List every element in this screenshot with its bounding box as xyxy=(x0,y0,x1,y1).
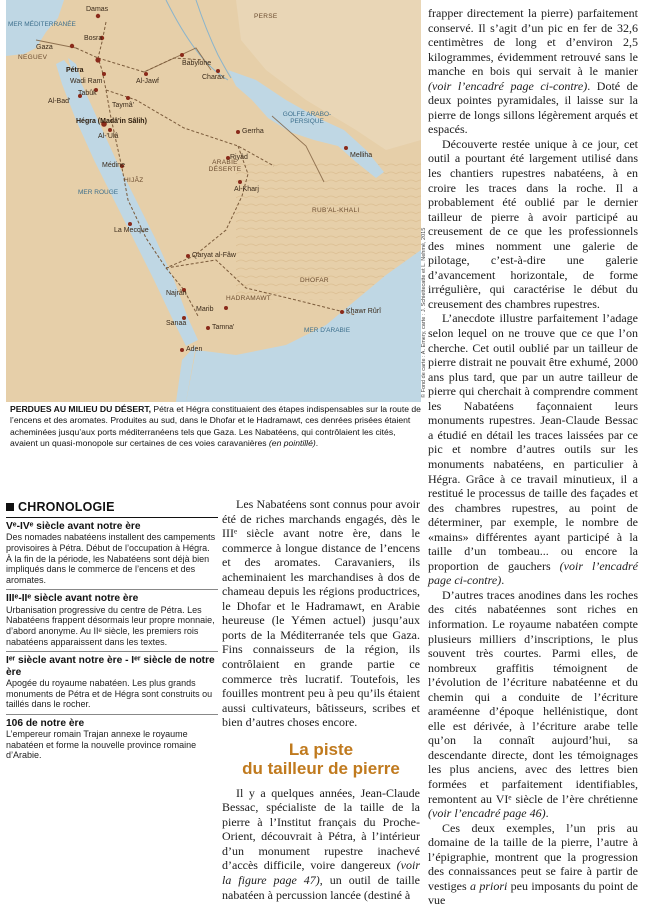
latin-phrase: a priori xyxy=(470,878,508,893)
paragraph-text: Il y a quelques années, Jean-Claude Bessac, spécialiste de la taille de la pierre à l’Institut français du Proche-Orient, découvrait à Pétra, à l’intérieur d’un monument rupestre inachevé d’accès difficile, voire dangereux xyxy=(222,785,420,873)
route-map xyxy=(6,0,421,402)
map-city-riyad: Riyâd xyxy=(230,154,248,161)
chronology-text: L’empereur romain Trajan annexe le royaume nabatéen et forme la nouvelle province romaine d’Arabie. xyxy=(6,729,197,761)
paragraph-text: . xyxy=(501,573,505,588)
chronology-box xyxy=(6,500,218,765)
paragraph-text: L’anecdote illustre parfaitement l’adage selon lequel on ne trouve que ce que l’on cherche. Cet outil oublié par un tailleur de pierre distrait ne pouvait être exhumé, 2000 ans plus tard, que par un autre tailleur de pierre qui cherchait à comprendre comment les Nabatéens façonnaient leurs monuments rupestres. Jean-Claude Bessac a étudié en détail les traces laissées par ce pic et nombre d’autres outils sur les monuments nabatéens, en particulier à Hégra. Grâce à ce travail minutieux, il a restitué le processus de taille des façades et des chambres rupestres, au point de déterminer, par exemple, le nombre de «mains» différentes ayant participé à la taille d’un tombeau... ou encore la proportion de gauchers xyxy=(428,311,638,573)
chronology-date: IIIᵉ-IIᵉ siècle avant notre ère xyxy=(6,593,139,605)
map-label-hadramawt: HADRAMAWT xyxy=(226,295,272,302)
article-paragraph xyxy=(428,588,638,821)
map-city-petra: Pétra xyxy=(66,67,84,74)
map-city-marib: Marib xyxy=(196,306,214,313)
map-city-babylone: Babylone xyxy=(182,60,212,67)
map-city-melliha: Melliha xyxy=(350,152,373,159)
chronology-entry xyxy=(6,652,218,715)
paragraph-text: . Doté de deux pointes pyramidales, il laisse sur la pierre de longs sillons légèrement arqués et espacés. xyxy=(428,78,638,137)
chronology-header xyxy=(6,500,218,518)
map-city-medine: Médine xyxy=(102,162,125,169)
chronology-date: Iᵉʳ siècle avant notre ère - Iᵉʳ siècle de notre ère xyxy=(6,655,215,678)
map-credit: © Fond de carte : A. Emery, carte : J. Schiettecatte et L. Nehmé, 2015 xyxy=(421,227,427,398)
map-city-tabuk: Tabûk xyxy=(78,90,97,97)
map-city-hegra: Hégra (Madâ'in Sâlih) xyxy=(76,118,147,125)
paragraph-text: D’autres traces anodines dans les roches des cités nabatéennes sont riches en information. Le royaume nabatéen compte plusieurs milliers d’inscriptions, le plus souvent très courtes. Parmi elles, de nombreux graffitis témoignent de l’évolution de l’écriture nabatéenne et du chemin qui a conduite de l’écriture araméenne d’époque hellénistique, dont elle est dérivée, à l’écriture arabe telle qu’on la connaît aujourd’hui, sa descendante directe, dont les témoignages les plus anciens, avec des lettres bien formées et parfaitement identifiables, remontent au VIᵉ siècle de l’ère chrétienne xyxy=(428,587,638,806)
map-city-tayma: Taymâ' xyxy=(112,102,134,109)
article-paragraph: Découverte restée unique à ce jour, cet outil a pourtant été largement utilisé dans les chantiers rupestres nabatéens, à en croire les traces dans la roche. Il a probablement été oublié par le dernier tailleur de pierre à avoir participé au creusement de ce que les professionnels des mines nomment une galerie de pilotage, c’est-à-dire une galerie d’avancement horizontale, de forme irrégulière, qui caractérise le début du creusement des chambres rupestres. xyxy=(428,136,638,311)
map-city-gaza: Gaza xyxy=(36,44,53,51)
article-column-middle xyxy=(222,497,420,902)
map-label-dhofar: DHOFAR xyxy=(300,277,329,284)
section-heading-line2: du tailleur de pierre xyxy=(242,758,400,778)
chronology-text: Urbanisation progressive du centre de Pétra. Les Nabatéens frappent désormais leur propre monnaie, d’abord anonyme. Au IIᵉ siècle, les premiers rois nabatéens apparaissent dans les textes. xyxy=(6,604,215,647)
chronology-text: Apogée du royaume nabatéen. Les plus grands monuments de Pétra et de Hégra sont construits ou taillés dans le rocher. xyxy=(6,677,213,710)
caption-emphasis: (en pointillé) xyxy=(268,438,316,449)
article-paragraph xyxy=(222,786,420,902)
article-paragraph xyxy=(428,821,638,908)
figure-reference: (voir la figure page 47) xyxy=(222,858,420,888)
map-drawing xyxy=(6,0,421,402)
map-city-al-bad: Al-Bad' xyxy=(48,98,71,105)
map-label-hijaz: HIJÂZ xyxy=(124,177,144,184)
paragraph-text: Ces deux exemples, l’un pris au domaine de la taille de la pierre, l’autre à l’épigraphie, montrent que la progression des connaissances peut se faire à partir de vestiges xyxy=(428,820,638,893)
map-city-bosra: Bosra xyxy=(84,35,103,42)
map-city-la-mecque: La Mecque xyxy=(114,227,149,234)
section-heading-line1: La piste xyxy=(288,739,354,759)
map-label-red-sea: MER ROUGE xyxy=(78,189,119,196)
map-city-charax: Charax xyxy=(202,74,225,81)
article-column-right xyxy=(428,6,638,908)
square-bullet-icon xyxy=(6,503,14,511)
caption-body: Pétra et Hégra constituaient des étapes indispensables sur la route de l’encens et des aromates. Produites au sud, dans le Dhofar et le Hadramawt, ces denrées prisées étaient acheminées jusqu’aux ports méditerranéens tels que Gaza. Les Nabatéens, qui contrôlaient les cités, avaient un quasi-monopole sur certaines de ces voies caravanières xyxy=(10,404,421,449)
map-city-wadi-ram: Wadi Ram xyxy=(70,78,103,85)
chronology-date: 106 de notre ère xyxy=(6,717,85,729)
map-city-najran: Najrân xyxy=(166,290,187,297)
map-city-al-jawf: Al-Jawf xyxy=(136,78,159,85)
box-reference: (voir l’encadré page ci-contre) xyxy=(428,558,638,588)
paragraph-text: . xyxy=(545,806,549,821)
map-city-al-ula: Al-'Ulâ xyxy=(98,133,119,140)
map-label-mediterranean: MER MÉDITERRANÉE xyxy=(8,21,76,28)
map-city-tamna: Tamna' xyxy=(212,324,235,331)
box-reference: (voir l’encadré page 46) xyxy=(428,806,546,821)
chronology-entry xyxy=(6,590,218,652)
chronology-date: Vᵉ-IVᵉ siècle avant notre ère xyxy=(6,521,141,532)
chronology-text: Des nomades nabatéens installent des campements provisoires à Pétra. Début de l’occupation à Hégra. À la fin de la période, les Nabatéens sont déjà bien impliqués dans le commerce de l’encens et des aromates. xyxy=(6,532,216,585)
article-paragraph xyxy=(428,311,638,587)
map-city-sanaa: Sanaa xyxy=(166,320,187,327)
article-paragraph: Les Nabatéens sont connus pour avoir été de riches marchands engagés, dès le IIIᵉ siècle avant notre ère, dans le commerce à longue distance de l’encens et des aromates. Caravaniers, ils acheminaient les marchandises à dos de chameau depuis les régions productrices, le Dhofar et le Hadramawt, en Arabie heureuse (le Yémen actuel) jusqu’aux ports de la Méditerranée tels que Gaza. Fins connaisseurs de la région, ils contrôlaient en grande partie ce commerce très lucratif. Toutefois, les fouilles montrent peu à peu qu’ils étaient aussi cultivateurs, bâtisseurs, scribes et bien d’autres choses encore. xyxy=(222,497,420,730)
section-heading xyxy=(222,740,420,778)
map-city-al-kharj: Al-Kharj xyxy=(234,186,259,193)
map-city-aden: Aden xyxy=(186,346,203,353)
paragraph-text: , un outil de taille nabatéen à percussion lancée (destiné à xyxy=(222,873,420,902)
chronology-title: CHRONOLOGIE xyxy=(18,500,115,514)
caption-title: PERDUES AU MILIEU DU DÉSERT, xyxy=(10,404,152,414)
map-city-khawr-ruri: Khawr Rûrî xyxy=(346,308,382,315)
box-reference: (voir l’encadré page ci-contre) xyxy=(428,78,588,93)
map-label-neguev: NEGUEV xyxy=(18,54,48,61)
map-label-persian-gulf: GOLFE ARABO-PERSIQUE xyxy=(282,111,332,125)
caption-end: . xyxy=(315,438,319,449)
map-city-qaryat-al-faw: Qaryat al-Fâw xyxy=(192,252,236,259)
map-caption xyxy=(10,404,422,450)
paragraph-text: frapper directement la pierre) parfaitement conservé. Il s’agit d’un pic en fer de 32,6 centimètres de long et d’environ 2,5 kilogrammes, évidemment retrouvé sans le manche en bois qui servait à le manier xyxy=(428,6,638,79)
map-city-damas: Damas xyxy=(86,6,109,13)
map-label-rub-al-khali: RUB'AL-KHALI xyxy=(312,207,360,214)
chronology-entry xyxy=(6,518,218,590)
map-label-arabian-sea: MER D'ARABIE xyxy=(304,327,351,334)
map-label-persia: PERSE xyxy=(254,13,278,20)
paragraph-text: peu imposants du point de vue xyxy=(428,878,638,908)
map-label-arabia-deserta: ARABIE DÉSERTE xyxy=(208,159,242,173)
chronology-entry xyxy=(6,715,218,765)
map-city-gerrha: Gerrha xyxy=(242,128,264,135)
article-paragraph xyxy=(428,6,638,137)
